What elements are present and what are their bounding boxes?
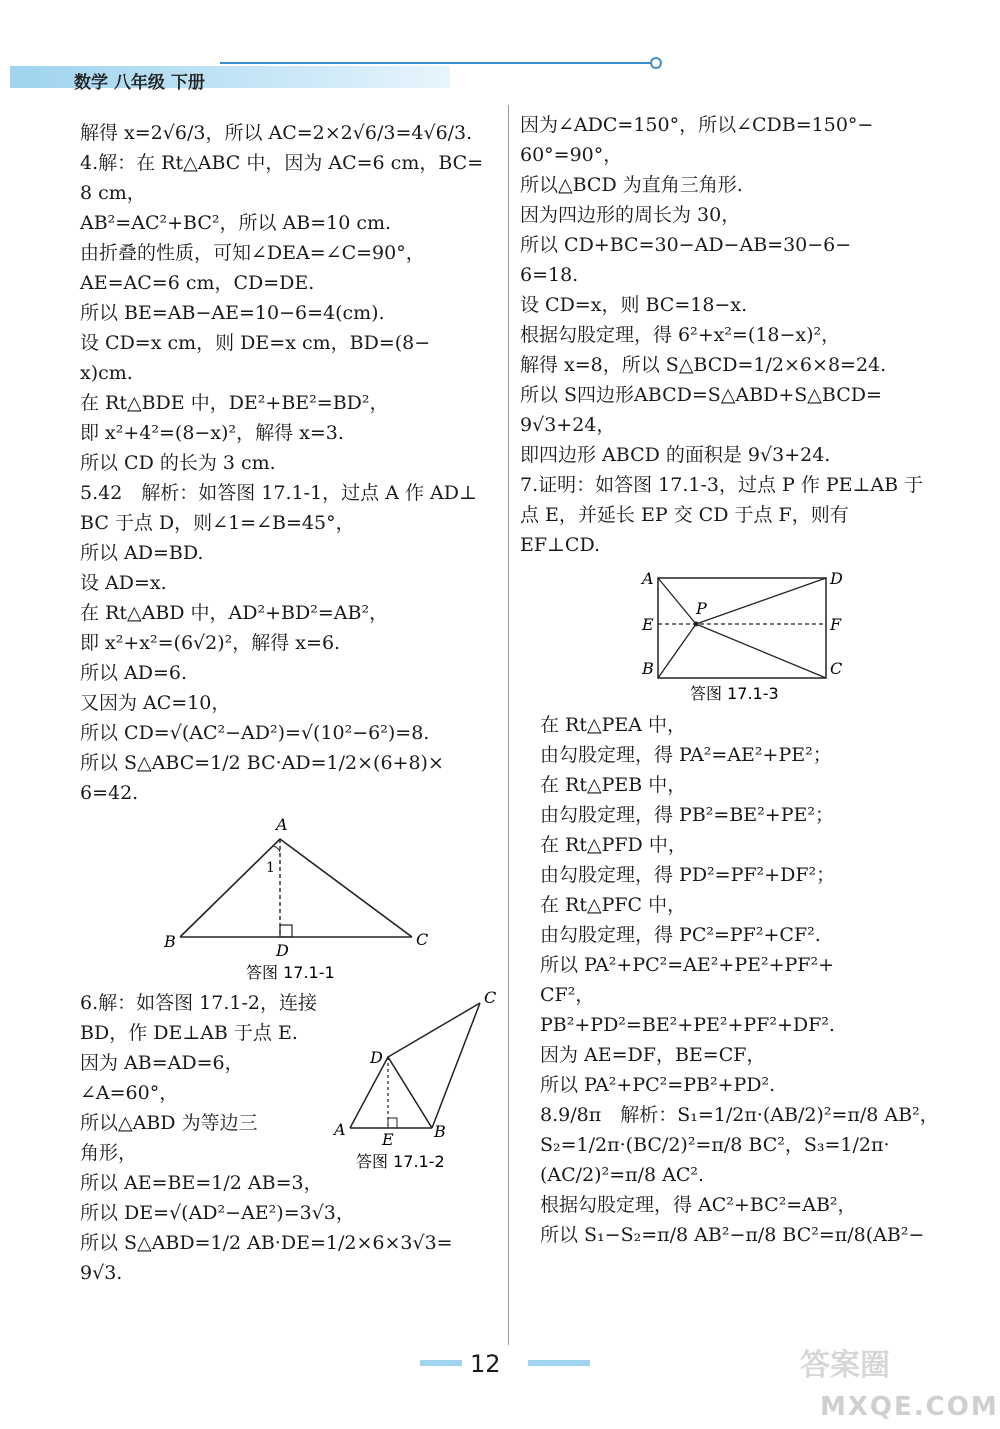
text-line: 6=18. <box>520 264 579 286</box>
text-line: 解得 x=8，所以 S△BCD=1/2×6×8=24. <box>520 354 887 376</box>
text-line: 60°=90°， <box>520 144 623 166</box>
fig3-label-p: P <box>696 599 707 618</box>
watermark-logo: 答案圈 <box>800 1348 890 1383</box>
text-line: 由勾股定理，得 PB²=BE²+PE²； <box>540 804 834 826</box>
text-line: 由勾股定理，得 PD²=PF²+DF²； <box>540 864 836 886</box>
text-line: 在 Rt△ABD 中，AD²+BD²=AB²， <box>80 602 389 624</box>
text-line: 所以 CD+BC=30−AD−AB=30−6− <box>520 234 852 256</box>
text-line: 在 Rt△BDE 中，DE²+BE²=BD²， <box>80 392 389 414</box>
text-line: 所以 DE=√(AD²−AE²)=3√3， <box>80 1202 355 1224</box>
text-line: ∠A=60°， <box>80 1082 179 1104</box>
header-title: 数学 八年级 下册 <box>74 73 205 93</box>
fig1-caption: 答图 17.1-1 <box>246 963 335 982</box>
text-line: 5.42 解析：如答图 17.1-1，过点 A 作 AD⊥ <box>80 482 477 504</box>
fig3-caption: 答图 17.1-3 <box>690 684 779 703</box>
text-line: AB²=AC²+BC²，所以 AB=10 cm. <box>80 212 392 234</box>
text-line: 所以 CD=√(AC²−AD²)=√(10²−6²)=8. <box>80 722 430 744</box>
text-line: 所以 S₁−S₂=π/8 AB²−π/8 BC²=π/8(AB²− <box>540 1224 925 1246</box>
fig2-label-b: B <box>434 1122 446 1141</box>
text-line: 所以 BE=AB−AE=10−6=4(cm). <box>80 302 385 324</box>
text-line: 角形， <box>80 1142 138 1164</box>
text-line: 在 Rt△PEA 中， <box>540 714 687 736</box>
text-line: 根据勾股定理，得 6²+x²=(18−x)²， <box>520 324 841 346</box>
text-line: 6=42. <box>80 782 139 804</box>
text-line: 所以 PA²+PC²=AE²+PE²+PF²+ <box>540 954 835 976</box>
text-line: 8.9/8π 解析：S₁=1/2π·(AB/2)²=π/8 AB²， <box>540 1104 939 1126</box>
text-line: 设 AD=x. <box>80 572 167 594</box>
fig3-label-e: E <box>642 615 654 634</box>
text-line: BC 于点 D，则∠1=∠B=45°， <box>80 512 355 534</box>
text-line: 因为∠ADC=150°，所以∠CDB=150°− <box>520 114 874 136</box>
fig2-caption: 答图 17.1-2 <box>356 1152 445 1171</box>
text-line: 因为四边形的周长为 30， <box>520 204 741 226</box>
text-line: 因为 AE=DF，BE=CF， <box>540 1044 766 1066</box>
text-line: 在 Rt△PEB 中， <box>540 774 687 796</box>
header-rule <box>220 62 652 64</box>
fig1-label-angle: 1 <box>266 860 275 876</box>
text-line: 所以 CD 的长为 3 cm. <box>80 452 276 474</box>
figure-17-1-3 <box>636 566 846 706</box>
page-number-deco-left <box>420 1360 462 1366</box>
column-divider <box>508 105 509 1345</box>
text-line: PB²+PD²=BE²+PE²+PF²+DF². <box>540 1014 835 1036</box>
text-line: 所以 PA²+PC²=PB²+PD². <box>540 1074 776 1096</box>
text-line: AE=AC=6 cm，CD=DE. <box>80 272 315 294</box>
text-line: 解得 x=2√6/3，所以 AC=2×2√6/3=4√6/3. <box>80 122 473 144</box>
text-line: 所以 S四边形ABCD=S△ABD+S△BCD= <box>520 384 882 406</box>
text-line: 即 x²+4²=(8−x)²，解得 x=3. <box>80 422 344 444</box>
text-line: 因为 AB=AD=6， <box>80 1052 244 1074</box>
text-line: 4.解：在 Rt△ABC 中，因为 AC=6 cm，BC= <box>80 152 484 174</box>
text-line: 所以 AD=BD. <box>80 542 204 564</box>
text-line: BD，作 DE⊥AB 于点 E. <box>80 1022 298 1044</box>
text-line: 9√3+24， <box>520 414 616 436</box>
text-line: 设 CD=x cm，则 DE=x cm，BD=(8− <box>80 332 431 354</box>
text-line: 7.证明：如答图 17.1-3，过点 P 作 PE⊥AB 于 <box>520 474 924 496</box>
fig2-label-d: D <box>370 1048 383 1067</box>
text-line: CF²， <box>540 984 595 1006</box>
text-line: 9√3. <box>80 1262 123 1284</box>
text-line: 由勾股定理，得 PA²=AE²+PE²； <box>540 744 832 766</box>
text-line: 又因为 AC=10， <box>80 692 231 714</box>
right-column-lower <box>540 710 940 1250</box>
text-line: EF⊥CD. <box>520 534 601 556</box>
fig3-label-d: D <box>830 569 843 588</box>
header-dot-icon <box>650 57 662 69</box>
fig3-label-c: C <box>830 659 843 678</box>
fig2-label-a: A <box>334 1120 346 1139</box>
text-line: 6.解：如答图 17.1-2，连接 <box>80 992 317 1014</box>
fig3-label-b: B <box>642 659 654 678</box>
text-line: 由折叠的性质，可知∠DEA=∠C=90°， <box>80 242 425 264</box>
fig3-label-f: F <box>830 615 842 634</box>
text-line: (AC/2)²=π/8 AC². <box>540 1164 705 1186</box>
text-line: 所以 S△ABD=1/2 AB·DE=1/2×6×3√3= <box>80 1232 453 1254</box>
page-number: 12 <box>470 1350 501 1378</box>
figure-17-1-1 <box>160 812 440 982</box>
page-number-deco-right <box>528 1360 590 1366</box>
text-line: 所以 S△ABC=1/2 BC·AD=1/2×(6+8)× <box>80 752 444 774</box>
text-line: 所以 AE=BE=1/2 AB=3， <box>80 1172 323 1194</box>
watermark-url: MXQE.COM <box>820 1392 999 1422</box>
text-line: x)cm. <box>80 362 133 384</box>
fig1-label-d: D <box>276 941 289 960</box>
text-line: 由勾股定理，得 PC²=PF²+CF². <box>540 924 821 946</box>
left-column <box>80 118 500 808</box>
fig2-label-c: C <box>484 988 497 1007</box>
fig1-label-c: C <box>416 930 429 949</box>
text-line: 所以△BCD 为直角三角形. <box>520 174 743 196</box>
fig1-label-a: A <box>276 815 288 834</box>
text-line: 点 E，并延长 EP 交 CD 于点 F，则有 <box>520 504 849 526</box>
fig1-label-b: B <box>164 932 176 951</box>
text-line: 即四边形 ABCD 的面积是 9√3+24. <box>520 444 831 466</box>
text-line: 8 cm， <box>80 182 146 204</box>
text-line: 在 Rt△PFC 中， <box>540 894 687 916</box>
fig2-label-e: E <box>382 1130 394 1149</box>
text-line: S₂=1/2π·(BC/2)²=π/8 BC²，S₃=1/2π· <box>540 1134 890 1156</box>
text-line: 在 Rt△PFD 中， <box>540 834 687 856</box>
text-line: 设 CD=x，则 BC=18−x. <box>520 294 748 316</box>
fig3-label-a: A <box>642 569 654 588</box>
text-line: 即 x²+x²=(6√2)²，解得 x=6. <box>80 632 341 654</box>
right-column <box>520 110 940 560</box>
text-line: 所以 AD=6. <box>80 662 188 684</box>
text-line: 根据勾股定理，得 AC²+BC²=AB²， <box>540 1194 857 1216</box>
text-line: 所以△ABD 为等边三 <box>80 1112 258 1134</box>
figure-17-1-2 <box>330 985 500 1175</box>
